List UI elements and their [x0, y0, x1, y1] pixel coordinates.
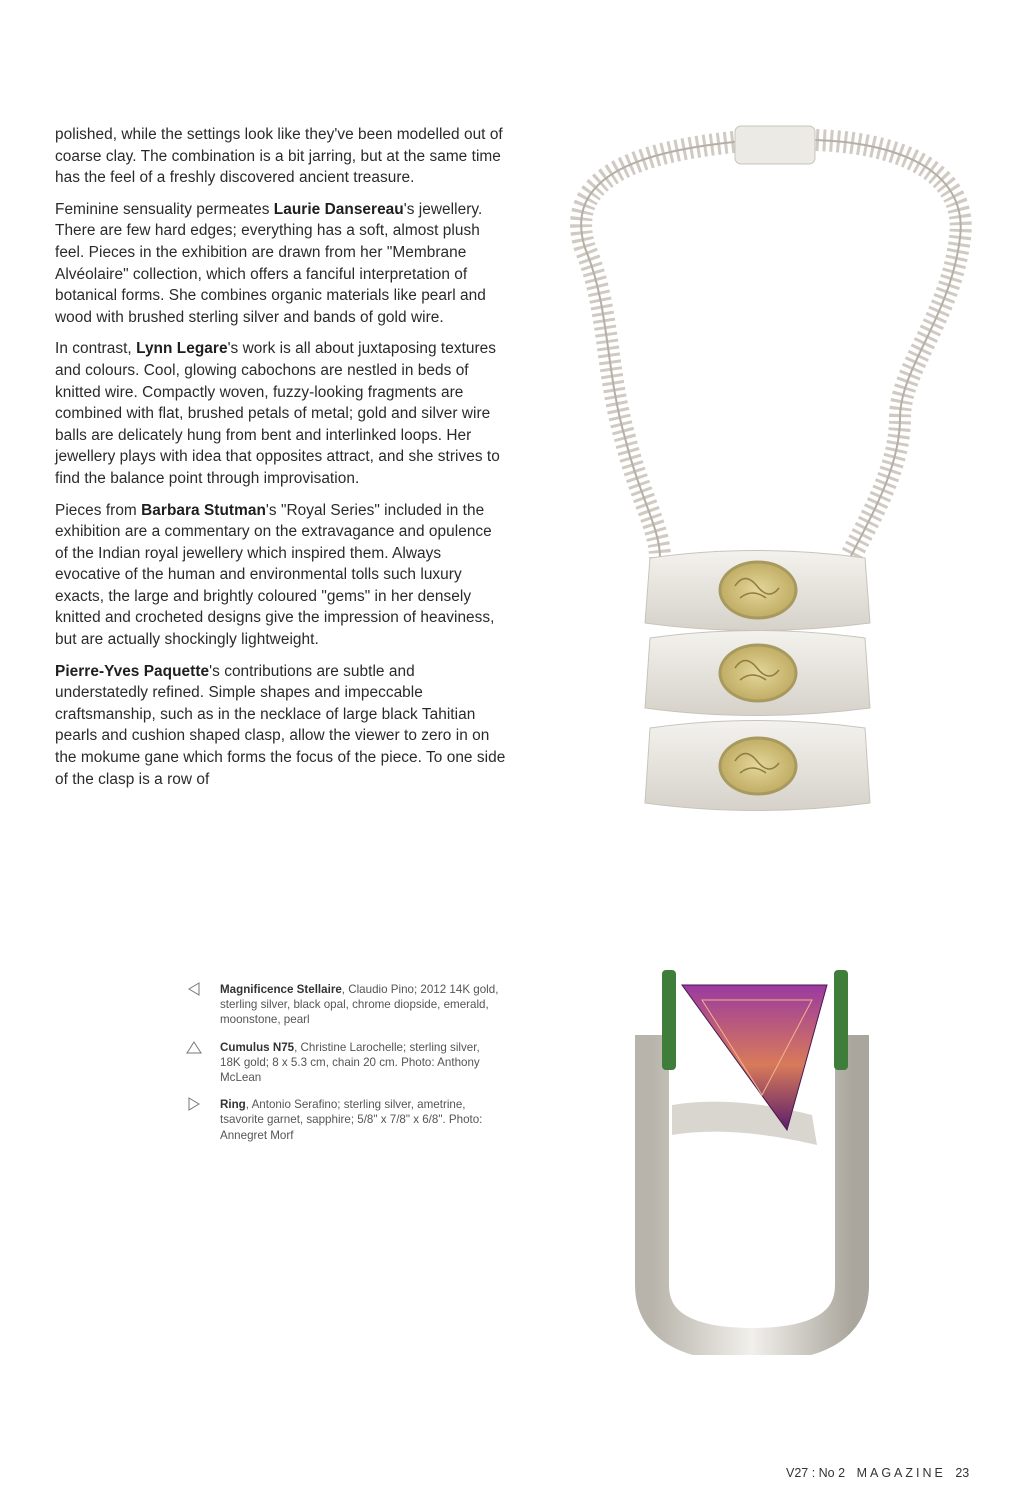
page-footer — [786, 1466, 969, 1480]
caption-necklace-left — [182, 982, 502, 1028]
artist-name-paquette: Pierre-Yves Paquette — [55, 662, 210, 680]
triangle-left-icon — [184, 980, 204, 998]
paragraph-3 — [55, 338, 507, 489]
article-body — [55, 124, 507, 800]
p5-text: 's contributions are subtle and understatedly refined. Simple shapes and impeccable craftsmanship, such as in the necklace of large black Tahitian pearls and cushion shaped clasp, allow the viewer to zero in on the mokume gane which forms the focus of the piece. To one side of the clasp is a row of — [55, 662, 506, 788]
ring-photo — [612, 955, 892, 1355]
issue-number: V27 : No 2 — [786, 1466, 846, 1480]
caption-text: , Antonio Serafino; sterling silver, ametrine, tsavorite garnet, sapphire; 5/8" x 7/8" x 6/8". Photo: Annegret Morf — [220, 1098, 483, 1142]
triangle-right-icon — [184, 1095, 204, 1113]
artist-name-stutman: Barbara Stutman — [141, 501, 266, 519]
caption-text: , Claudio Pino; 2012 14K gold, sterling silver, black opal, chrome diopside, emerald, moonstone, pearl — [220, 983, 499, 1027]
p2-intro: Feminine sensuality permeates — [55, 200, 274, 218]
artist-name-dansereau: Laurie Dansereau — [273, 200, 404, 218]
p3-text: 's work is all about juxtaposing textures and colours. Cool, glowing cabochons are nestled in beds of knitted wire. Compactly woven, fuzzy-looking fragments are combined with flat, brushed petals of metal; gold and silver wire balls are delicately hung from bent and interlinked loops. Her jewellery plays with idea that opposites attract, and she strives to find the balance point through improvisation. — [55, 340, 500, 487]
paragraph-1-text: polished, while the settings look like they've been modelled out of coarse clay. The combination is a bit jarring, but at the same time has the feel of a freshly discovered ancient treasure. — [55, 126, 503, 187]
artist-name-legare: Lynn Legare — [136, 340, 228, 358]
caption-text: , Christine Larochelle; sterling silver, 18K gold; 8 x 5.3 cm, chain 20 cm. Photo: Anthony McLean — [220, 1040, 480, 1085]
magazine-label: MAGAZINE — [856, 1466, 946, 1480]
paragraph-2 — [55, 199, 507, 329]
p2-text: 's jewellery. There are few hard edges; everything has a soft, almost plush feel. Pieces in the exhibition are drawn from her "Membrane Alvéolaire" collection, which offers a fanciful interpretation of botanical forms. She combines organic materials like pearl and wood with brushed sterling silver and bands of gold wire. — [55, 200, 486, 326]
necklace-photo — [540, 118, 1010, 918]
p4-intro: Pieces from — [55, 501, 142, 519]
paragraph-1 — [55, 124, 507, 189]
p4-text: 's "Royal Series" included in the exhibition are a commentary on the extravagance and opulence of the Indian royal jewellery which inspired them. Always evocative of the human and environmental tolls such luxury exacts, the large and brightly coloured "gems" in her densely knitted and crocheted designs give the impression of heaviness, but are actually shockingly lightweight. — [55, 501, 495, 649]
caption-title: Cumulus N75 — [220, 1040, 295, 1054]
page-number: 23 — [955, 1466, 970, 1480]
caption-title: Magnificence Stellaire — [220, 983, 342, 996]
photo-captions — [182, 982, 502, 1155]
triangle-up-icon — [184, 1038, 204, 1056]
caption-title: Ring — [220, 1098, 246, 1112]
p3-intro: In contrast, — [55, 340, 137, 358]
paragraph-5 — [55, 661, 507, 791]
caption-ring-right — [182, 1097, 502, 1143]
paragraph-4 — [55, 500, 507, 651]
caption-necklace-above — [182, 1040, 502, 1086]
